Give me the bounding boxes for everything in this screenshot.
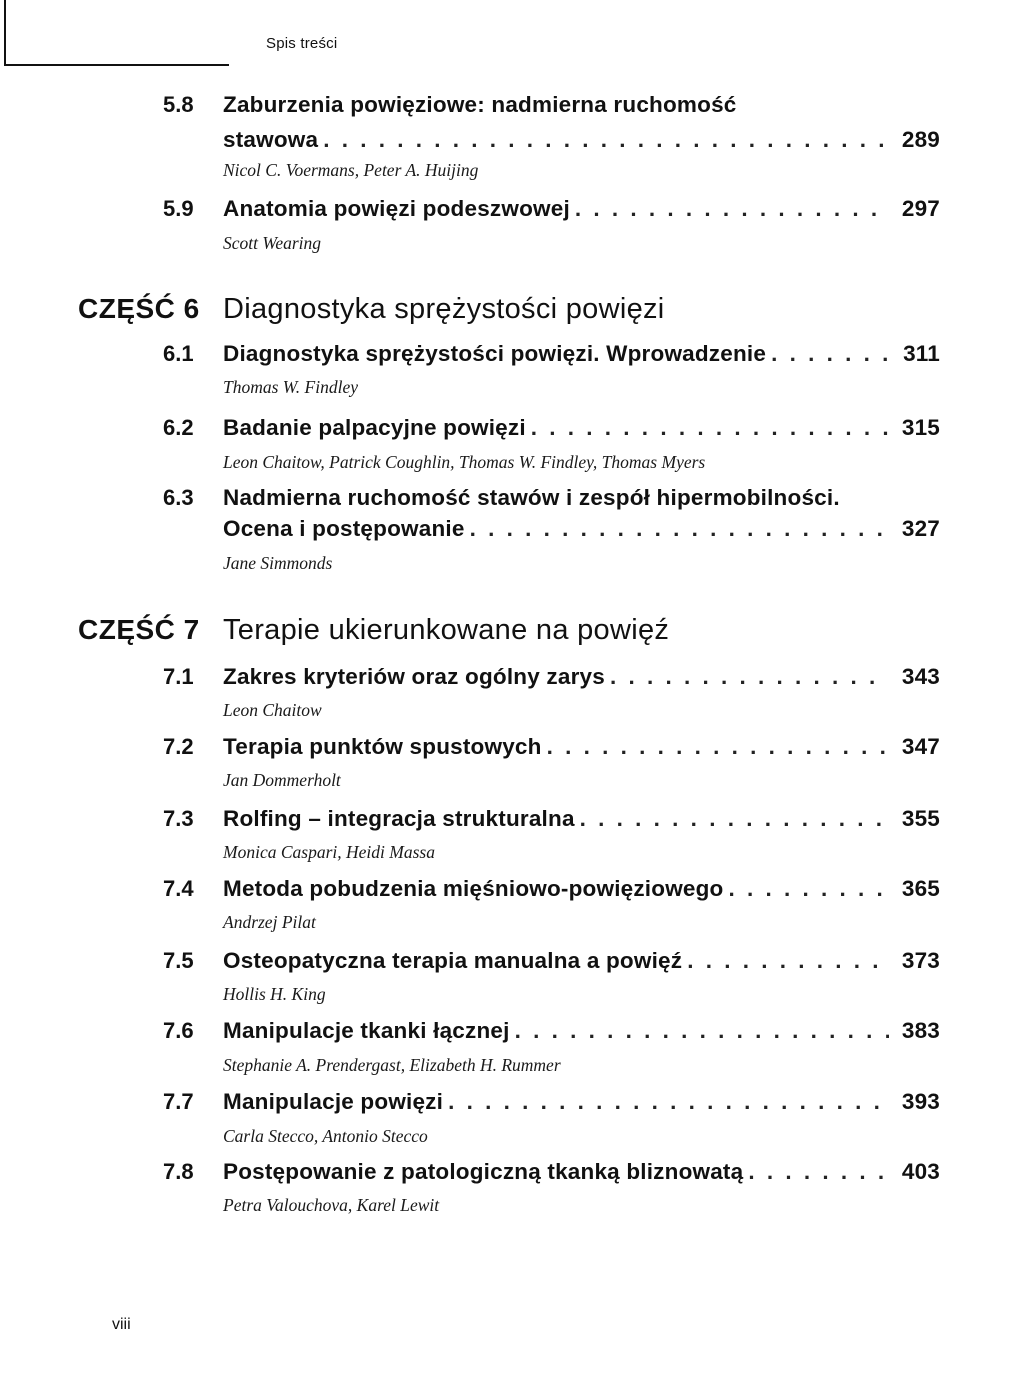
- part-6-heading[interactable]: [0, 293, 1024, 333]
- entry-title-row: [223, 1089, 940, 1115]
- entry-title-line-1: Nadmierna ruchomość stawów i zespół hipermobilności.: [223, 485, 840, 510]
- entry-authors: Petra Valouchova, Karel Lewit: [223, 1195, 440, 1215]
- page-folio: viii: [112, 1316, 131, 1333]
- part-label: CZĘŚĆ 7: [78, 614, 200, 645]
- entry-title-row: [223, 341, 940, 367]
- entry-title: Badanie palpacyjne powięzi: [223, 415, 526, 440]
- page-number: 365: [901, 876, 940, 901]
- dot-leader: [470, 516, 889, 542]
- page-number: 327: [901, 516, 940, 541]
- entry-number: 6.1: [163, 341, 194, 366]
- entry-title-row: [223, 127, 940, 153]
- entry-number: 7.7: [163, 1089, 194, 1114]
- page-number: 355: [901, 806, 940, 831]
- entry-number: 6.2: [163, 415, 194, 440]
- page-number: 297: [901, 196, 940, 221]
- entry-number: 7.4: [163, 876, 194, 901]
- entry-title-row: [223, 196, 940, 222]
- toc-entry-6-3[interactable]: [0, 485, 1024, 515]
- part-7-heading[interactable]: [0, 614, 1024, 654]
- entry-number: 7.5: [163, 948, 194, 973]
- entry-authors: Leon Chaitow, Patrick Coughlin, Thomas W. Findley, Thomas Myers: [223, 452, 706, 472]
- dot-leader: [323, 127, 889, 153]
- entry-number: 7.1: [163, 664, 194, 689]
- toc-entry-7-5[interactable]: [0, 948, 1024, 978]
- toc-entry-7-2[interactable]: [0, 734, 1024, 764]
- entry-number: 7.3: [163, 806, 194, 831]
- entry-title-row: [223, 415, 940, 441]
- entry-title: Osteopatyczna terapia manualna a powięź: [223, 948, 683, 973]
- entry-number: 5.8: [163, 92, 194, 117]
- dot-leader: [748, 1159, 889, 1185]
- toc-entry-6-2[interactable]: [0, 415, 1024, 445]
- dot-leader: [580, 806, 889, 832]
- entry-title: Manipulacje powięzi: [223, 1089, 444, 1114]
- entry-title: Rolfing – integracja strukturalna: [223, 806, 575, 831]
- entry-authors: Jane Simmonds: [223, 553, 333, 573]
- dot-leader: [547, 734, 889, 760]
- dot-leader: [729, 876, 889, 902]
- page-number: 311: [903, 341, 940, 366]
- page-number: 403: [901, 1159, 940, 1184]
- entry-title: Anatomia powięzi podeszwowej: [223, 196, 570, 221]
- entry-authors: Leon Chaitow: [223, 700, 322, 720]
- entry-authors: Thomas W. Findley: [223, 377, 358, 397]
- header-rule-horizontal: [4, 64, 229, 66]
- page-number: 393: [901, 1089, 940, 1114]
- header-rule-vertical: [4, 0, 6, 64]
- toc-entry-6-3-cont[interactable]: [0, 516, 1024, 546]
- entry-title-line-1: Zaburzenia powięziowe: nadmierna ruchomość: [223, 92, 737, 117]
- entry-title: Metoda pobudzenia mięśniowo-powięziowego: [223, 876, 724, 901]
- toc-entry-5-9[interactable]: [0, 196, 1024, 226]
- toc-entry-7-8[interactable]: [0, 1159, 1024, 1189]
- entry-authors: Monica Caspari, Heidi Massa: [223, 842, 435, 862]
- entry-number: 7.8: [163, 1159, 194, 1184]
- toc-entry-5-8-cont[interactable]: [0, 127, 1024, 157]
- entry-number: 7.6: [163, 1018, 194, 1043]
- toc-entry-6-1[interactable]: [0, 341, 1024, 371]
- entry-title-row: [223, 664, 940, 690]
- dot-leader: [515, 1018, 889, 1044]
- page-number: 373: [901, 948, 940, 973]
- dot-leader: [575, 196, 889, 222]
- dot-leader: [771, 341, 889, 367]
- part-title: Terapie ukierunkowane na powięź: [223, 614, 670, 646]
- part-label: CZĘŚĆ 6: [78, 293, 200, 324]
- entry-title-row: [223, 806, 940, 832]
- entry-title-row: [223, 1159, 940, 1185]
- entry-authors: Andrzej Pilat: [223, 912, 316, 932]
- entry-number: 5.9: [163, 196, 194, 221]
- toc-entry-5-8[interactable]: [0, 92, 1024, 122]
- entry-number: 6.3: [163, 485, 194, 510]
- entry-title: Postępowanie z patologiczną tkanką bliznowatą: [223, 1159, 744, 1184]
- running-header: Spis treści: [266, 35, 338, 52]
- toc-entry-7-1[interactable]: [0, 664, 1024, 694]
- entry-title-row: [223, 734, 940, 760]
- entry-title: Zakres kryteriów oraz ogólny zarys: [223, 664, 605, 689]
- dot-leader: [610, 664, 889, 690]
- entry-authors: Nicol C. Voermans, Peter A. Huijing: [223, 160, 479, 180]
- entry-authors: Hollis H. King: [223, 984, 326, 1004]
- entry-title-row: [223, 876, 940, 902]
- part-title: Diagnostyka sprężystości powięzi: [223, 293, 665, 325]
- dot-leader: [687, 948, 889, 974]
- entry-title: Diagnostyka sprężystości powięzi. Wprowadzenie: [223, 341, 767, 366]
- entry-title-line-2: Ocena i postępowanie: [223, 516, 465, 541]
- entry-title-row: [223, 516, 940, 542]
- entry-title-row: [223, 948, 940, 974]
- page-number: 347: [901, 734, 940, 759]
- page-number: 289: [901, 127, 940, 152]
- entry-title: Terapia punktów spustowych: [223, 734, 542, 759]
- entry-authors: Carla Stecco, Antonio Stecco: [223, 1126, 428, 1146]
- entry-title: Manipulacje tkanki łącznej: [223, 1018, 510, 1043]
- toc-entry-7-4[interactable]: [0, 876, 1024, 906]
- entry-title-row: [223, 1018, 940, 1044]
- entry-title-line-2: stawowa: [223, 127, 319, 152]
- page-number: 315: [901, 415, 940, 440]
- dot-leader: [531, 415, 889, 441]
- entry-authors: Jan Dommerholt: [223, 770, 341, 790]
- dot-leader: [448, 1089, 889, 1115]
- page-number: 343: [901, 664, 940, 689]
- entry-authors: Stephanie A. Prendergast, Elizabeth H. Rummer: [223, 1055, 561, 1075]
- toc-entry-7-6[interactable]: [0, 1018, 1024, 1048]
- entry-authors: Scott Wearing: [223, 233, 322, 253]
- toc-entry-7-3[interactable]: [0, 806, 1024, 836]
- toc-entry-7-7[interactable]: [0, 1089, 1024, 1119]
- entry-number: 7.2: [163, 734, 194, 759]
- page-number: 383: [901, 1018, 940, 1043]
